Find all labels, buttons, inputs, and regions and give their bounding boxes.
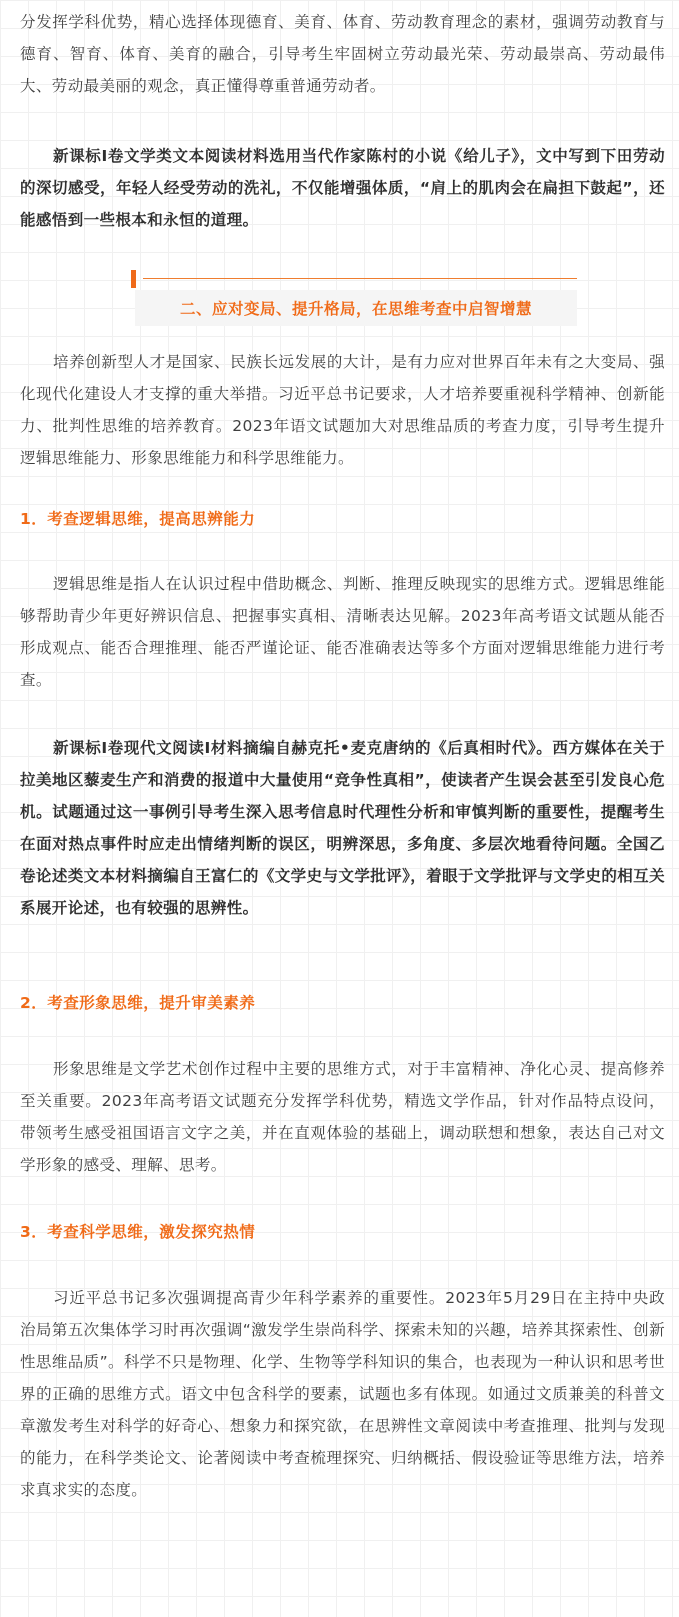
- paragraph-labor-education: 分发挥学科优势，精心选择体现德育、美育、体育、劳动教育理念的素材，强调劳动教育与德育、智育、体育、美育的融合，引导考生牢固树立劳动最光荣、劳动最崇高、劳动最伟大、劳动最美丽的观念，真正懂得尊重普通劳动者。: [20, 13, 665, 95]
- section-title: 二、应对变局、提升格局，在思维考查中启智增慧: [179, 300, 532, 318]
- subheading-logic: 1．考查逻辑思维，提高思辨能力: [20, 510, 256, 528]
- section-title-box: [135, 290, 577, 326]
- section-title-top-rule: [143, 278, 577, 279]
- paragraph-image-thinking: 形象思维是文学艺术创作过程中主要的思维方式，对于丰富精神、净化心灵、提高修养至关重要。2023年高考语文试题充分发挥学科优势，精选文学作品，针对作品特点设问，带领考生感受祖国语言文字之美，并在直观体验的基础上，调动联想和想象，表达自己对文学形象的感受、理解、思考。: [20, 1060, 665, 1174]
- paragraph-logic-thinking: 逻辑思维是指人在认识过程中借助概念、判断、推理反映现实的思维方式。逻辑思维能够帮助青少年更好辨识信息、把握事实真相、清晰表达见解。2023年高考语文试题从能否形成观点、能否合理推理、能否严谨论证、能否准确表达等多个方面对逻辑思维能力进行考查。: [20, 575, 665, 689]
- subheading-science: 3．考查科学思维，激发探究热情: [20, 1223, 256, 1241]
- section-title-accent-bar: [131, 270, 136, 288]
- paragraph-novel-example: 新课标Ⅰ卷文学类文本阅读材料选用当代作家陈村的小说《给儿子》，文中写到下田劳动的深切感受，年轻人经受劳动的洗礼，不仅能增强体质，“肩上的肌肉会在扁担下鼓起”，还能感悟到一些根本和永恒的道理。: [20, 147, 665, 229]
- paragraph-innovation: 培养创新型人才是国家、民族长远发展的大计，是有力应对世界百年未有之大变局、强化现代化建设人才支撑的重大举措。习近平总书记要求，人才培养要重视科学精神、创新能力、批判性思维的培养教育。2023年语文试题加大对思维品质的考查力度，引导考生提升逻辑思维能力、形象思维能力和科学思维能力。: [20, 353, 665, 467]
- subheading-image: 2．考查形象思维，提升审美素养: [20, 994, 256, 1012]
- paragraph-post-truth: 新课标Ⅰ卷现代文阅读Ⅰ材料摘编自赫克托•麦克唐纳的《后真相时代》。西方媒体在关于拉美地区藜麦生产和消费的报道中大量使用“竞争性真相”，使读者产生误会甚至引发良心危机。试题通过这一事例引导考生深入思考信息时代理性分析和审慎判断的重要性，提醒考生在面对热点事件时应走出情绪判断的误区，明辨深思，多角度、多层次地看待问题。全国乙卷论述类文本材料摘编自王富仁的《文学史与文学批评》，着眼于文学批评与文学史的相互关系展开论述，也有较强的思辨性。: [20, 739, 665, 917]
- paragraph-science-thinking: 习近平总书记多次强调提高青少年科学素养的重要性。2023年5月29日在主持中央政治局第五次集体学习时再次强调“激发学生崇尚科学、探索未知的兴趣，培养其探索性、创新性思维品质”。科学不只是物理、化学、生物等学科知识的集合，也表现为一种认识和思考世界的正确的思维方式。语文中包含科学的要素，试题也多有体现。如通过文质兼美的科普文章激发考生对科学的好奇心、想象力和探究欲，在思辨性文章阅读中考查推理、批判与发现的能力，在科学类论文、论著阅读中考查梳理探究、归纳概括、假设验证等思维方法，培养求真求实的态度。: [20, 1289, 665, 1499]
